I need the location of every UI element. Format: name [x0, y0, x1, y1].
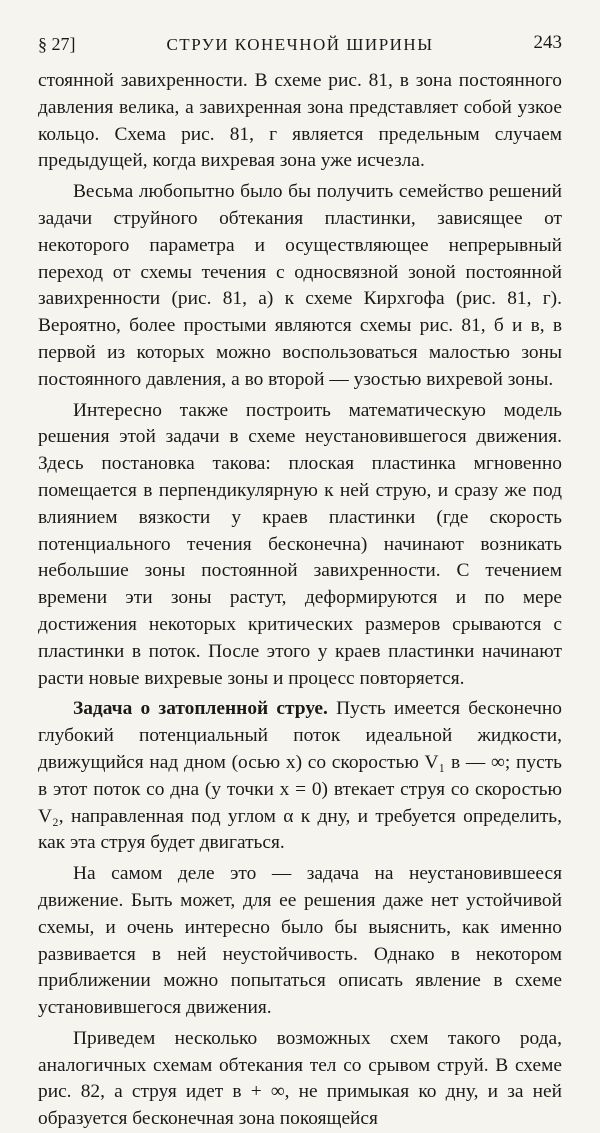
paragraph: На самом деле это — задача на неустановившееся движение. Быть может, для ее решения даже нет устойчивой схемы, и очень интересно было бы выяснить, как именно развивается в ней неустойчивость. Однако в некотором приближении можно попытаться описать явление в схеме установившегося движения. [38, 863, 562, 1019]
paragraph: Приведем несколько возможных схем такого рода, аналогичных схемам обтекания тел со срывом струй. В схеме рис. 82, а струя идет в + ∞, не примыкая ко дну, и за ней образуется бесконечная зона покоящейся [38, 1027, 562, 1130]
paragraph-submerged-jet [38, 696, 562, 857]
page-number: 243 [533, 32, 562, 53]
problem-heading: Задача о затопленной струе. [73, 698, 328, 720]
paragraph-continuation: стоянной завихренности. В схеме рис. 81, в зона постоянного давления велика, а завихренная зона представляет собой узкое кольцо. Схема рис. 81, г является предельным случаем предыдущей, когда вихревая зона уже исчезла. [38, 70, 562, 172]
paragraph-text: Пусть имеется бесконечно глубокий потенциальный поток идеальной жидкости, движущийся над дном (осью x) со скоростью V₁ в — ∞; пусть в этот поток со дна (у точки x = 0) втекает струя со скоростью V₂, направленная под углом α к дну, и требуется определить, как эта струя будет двигаться. [38, 698, 563, 854]
paragraph: Интересно также построить математическую модель решения этой задачи в схеме неустановившегося движения. Здесь постановка такова: плоская пластинка мгновенно помещается в перпендикулярную к ней струю, и сразу же под влиянием вязкости у краев пластинки (где скорость потенциального течения бесконечна) начинают возникать небольшие зоны постоянной завихренности. С течением времени эти зоны растут, деформируются и по мере достижения некоторых критических размеров срываются с пластинки в поток. После этого у краев пластинки начинают расти новые вихревые зоны и процесс повторяется. [38, 399, 562, 689]
page-body [38, 68, 562, 1133]
running-header [38, 34, 562, 58]
running-title: СТРУИ КОНЕЧНОЙ ШИРИНЫ [166, 35, 434, 54]
section-ref: § 27] [38, 34, 76, 54]
paragraph: Весьма любопытно было бы получить семейство решений задачи струйного обтекания пластинки, зависящее от некоторого параметра и осуществляющее непрерывный переход от схемы течения с односвязной зоной постоянной завихренности (рис. 81, а) к схеме Кирхгофа (рис. 81, г). Вероятно, более простыми являются схемы рис. 81, б и в, в первой из которых можно воспользоваться малостью зоны постоянного давления, а во второй — узостью вихревой зоны. [38, 181, 562, 390]
